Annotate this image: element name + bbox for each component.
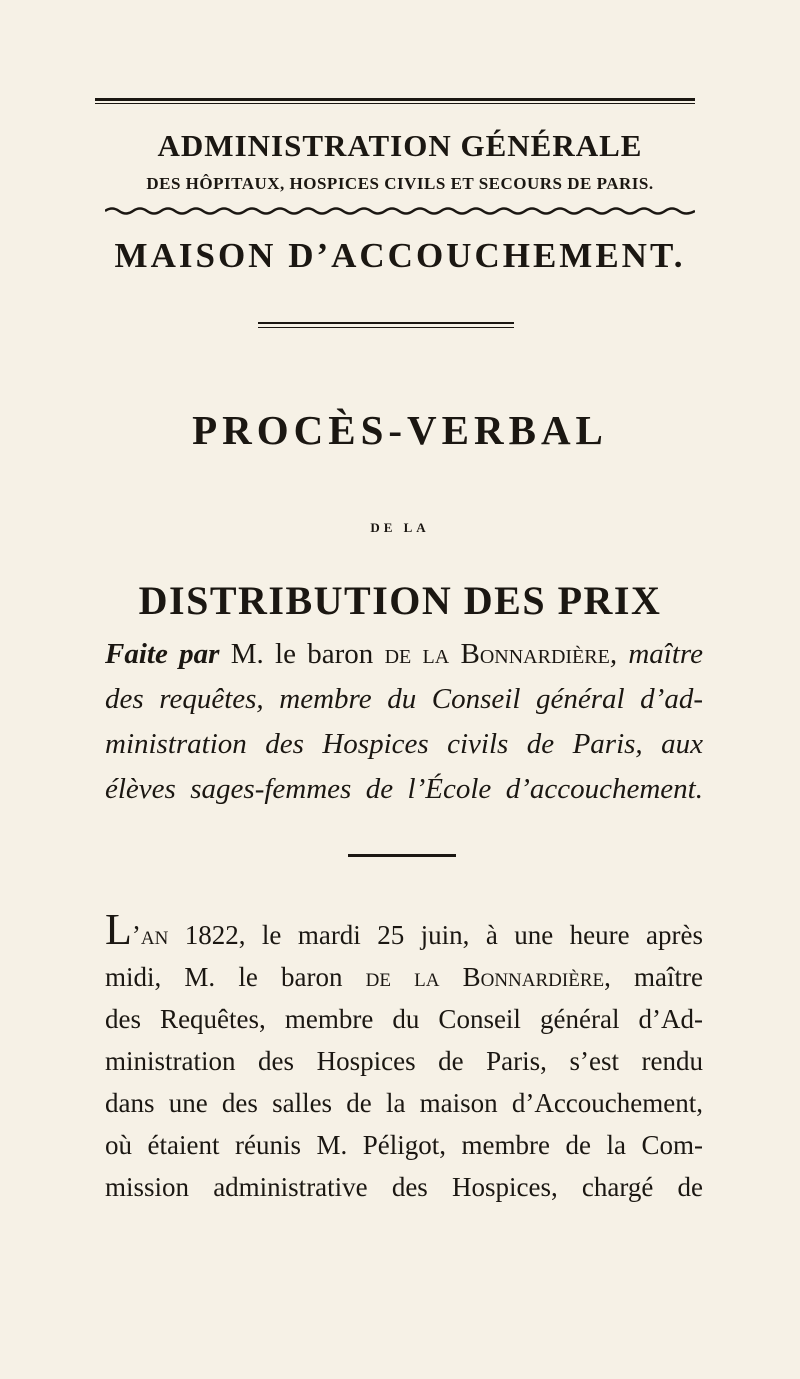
drop-capital: L — [105, 905, 132, 954]
body-line-1 — [105, 905, 703, 956]
document-subtitle: DISTRIBUTION DES PRIX — [138, 578, 662, 623]
intro-faite-par: Faite par — [105, 638, 220, 670]
body-line-4: ministration des Hospices de Paris, s’est rendu — [105, 1046, 703, 1076]
body-line-2-b: , maître — [604, 962, 703, 992]
top-double-rule-thin — [95, 103, 695, 104]
intro-line-2: des requêtes, membre du Conseil général d’ad- — [105, 683, 703, 715]
middle-double-rule — [258, 322, 514, 324]
intro-line-1 — [105, 632, 703, 677]
intro-paragraph — [105, 632, 703, 812]
body-line-6: où étaient réunis M. Péligot, membre de la Com- — [105, 1130, 703, 1160]
body-line-2 — [105, 956, 703, 998]
intro-baron: M. le baron — [230, 638, 374, 670]
intro-name: Bonnardière — [460, 638, 610, 670]
institution-heading: MAISON D’ACCOUCHEMENT. — [114, 236, 686, 275]
middle-double-rule-thin — [258, 327, 514, 328]
body-paragraph — [105, 905, 703, 1208]
header-subtitle: DES HÔPITAUX, HOSPICES CIVILS ET SECOURS DE PARIS. — [146, 174, 654, 193]
document-title: PROCÈS-VERBAL — [192, 407, 608, 453]
body-line-7: mission administrative des Hospices, chargé de — [105, 1172, 703, 1202]
body-line-5: dans une des salles de la maison d’Accouchement, — [105, 1088, 703, 1118]
body-line-2-name: de la Bonnardière — [365, 962, 605, 992]
intro-line-1-rest: , maître — [609, 638, 704, 670]
intro-line-3: ministration des Hospices civils de Paris, aux — [105, 728, 703, 760]
section-divider-rule — [348, 854, 456, 857]
wavy-ornament-rule — [105, 204, 695, 218]
top-double-rule — [95, 98, 695, 101]
body-an: ’an — [131, 920, 169, 950]
body-line-1-rest: 1822, le mardi 25 juin, à une heure après — [168, 920, 703, 950]
body-line-3: des Requêtes, membre du Conseil général d’Ad- — [105, 1004, 703, 1034]
intro-de-la: de la — [384, 638, 450, 670]
intro-line-4: élèves sages-femmes de l’École d’accouchement. — [105, 773, 703, 805]
header-title: ADMINISTRATION GÉNÉRALE — [157, 128, 643, 163]
body-line-2-a: midi, M. le baron — [105, 962, 366, 992]
title-connector: DE LA — [370, 520, 430, 535]
